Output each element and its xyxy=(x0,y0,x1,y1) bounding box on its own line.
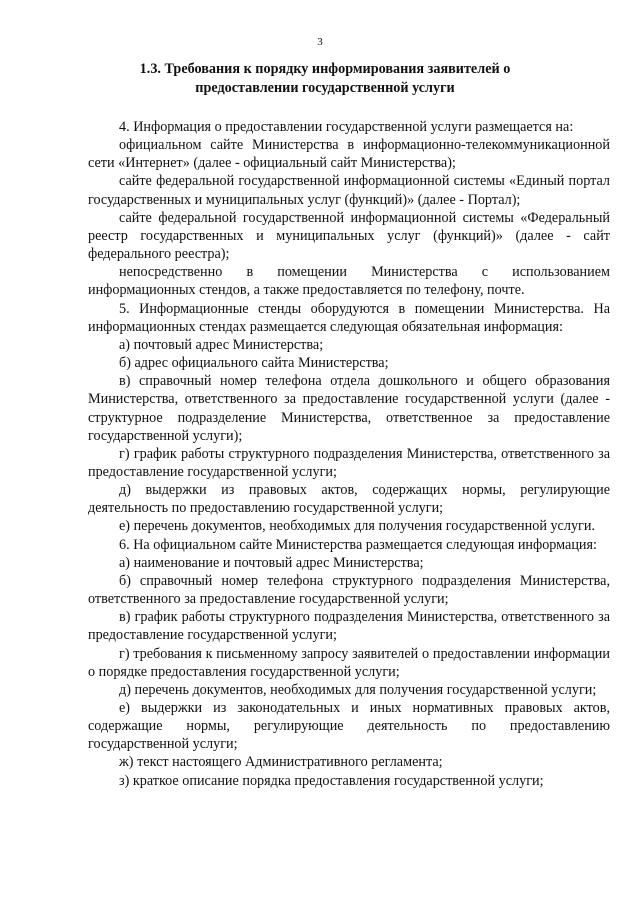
list-item: д) перечень документов, необходимых для получения государственной услуги; xyxy=(119,681,597,698)
list-item: б) адрес официального сайта Министерства; xyxy=(119,355,389,372)
list-item: г) требования к письменному запросу заявителей о предоставлении информации о порядке предоставления государственной услуги; xyxy=(88,645,610,680)
list-item: б) справочный номер телефона структурного подразделения Министерства, ответственного за предоставление государственной услуги; xyxy=(88,572,610,608)
list-item: д) выдержки из правовых актов, содержащих нормы, регулирующие деятельность по предоставлению государственной услуги; xyxy=(88,482,610,517)
paragraph: непосредственно в помещении Министерства с использованием информационных стендов, а также предоставляется по телефону, почте. xyxy=(88,264,610,299)
section-heading-line-2: предоставлении государственной услуги xyxy=(195,80,455,96)
section-heading-line-1: 1.3. Требования к порядку информирования заявителей о xyxy=(139,61,511,77)
list-item: а) наименование и почтовый адрес Министерства; xyxy=(119,554,424,571)
list-item: е) выдержки из законодательных и иных нормативных правовых актов, содержащие нормы, регулирующие деятельность по предоставлению государственной услуги; xyxy=(88,700,610,753)
paragraph: сайте федеральной государственной информационной системы «Единый портал государственных и муниципальных услуг (функций)» (далее - Портал); xyxy=(88,173,610,208)
list-item: ж) текст настоящего Административного регламента; xyxy=(119,754,443,771)
page-number: 3 xyxy=(317,36,323,48)
paragraph: 6. На официальном сайте Министерства размещается следующая информация: xyxy=(119,536,597,553)
list-item: а) почтовый адрес Министерства; xyxy=(119,336,324,353)
paragraph: сайте федеральной государственной информационной системы «Федеральный реестр государственных и муниципальных услуг (функций)» (далее - сайт федерального реестра); xyxy=(88,209,610,263)
paragraph: 5. Информационные стенды оборудуются в помещении Министерства. На информационных стендах размещается следующая обязательная информация: xyxy=(88,300,610,335)
list-item: з) краткое описание порядка предоставления государственной услуги; xyxy=(119,772,544,789)
section-heading xyxy=(80,60,570,98)
list-item: в) справочный номер телефона отдела дошкольного и общего образования Министерства, ответственного за предоставление государственной услуги (далее - структурное подразделение Министерства, ответственное за предоставление государственной услуги); xyxy=(88,373,610,444)
list-item: е) перечень документов, необходимых для получения государственной услуги. xyxy=(119,518,595,535)
list-item: г) график работы структурного подразделения Министерства, ответственного за предоставление государственной услуги; xyxy=(88,445,610,480)
paragraph: 4. Информация о предоставлении государственной услуги размещается на: xyxy=(119,119,574,135)
list-item: в) график работы структурного подразделения Министерства, ответственного за предоставление государственной услуги; xyxy=(88,609,610,644)
paragraph: официальном сайте Министерства в информационно-телекоммуникационной сети «Интернет» (далее - официальный сайт Министерства); xyxy=(88,137,610,172)
body-text xyxy=(88,118,610,790)
